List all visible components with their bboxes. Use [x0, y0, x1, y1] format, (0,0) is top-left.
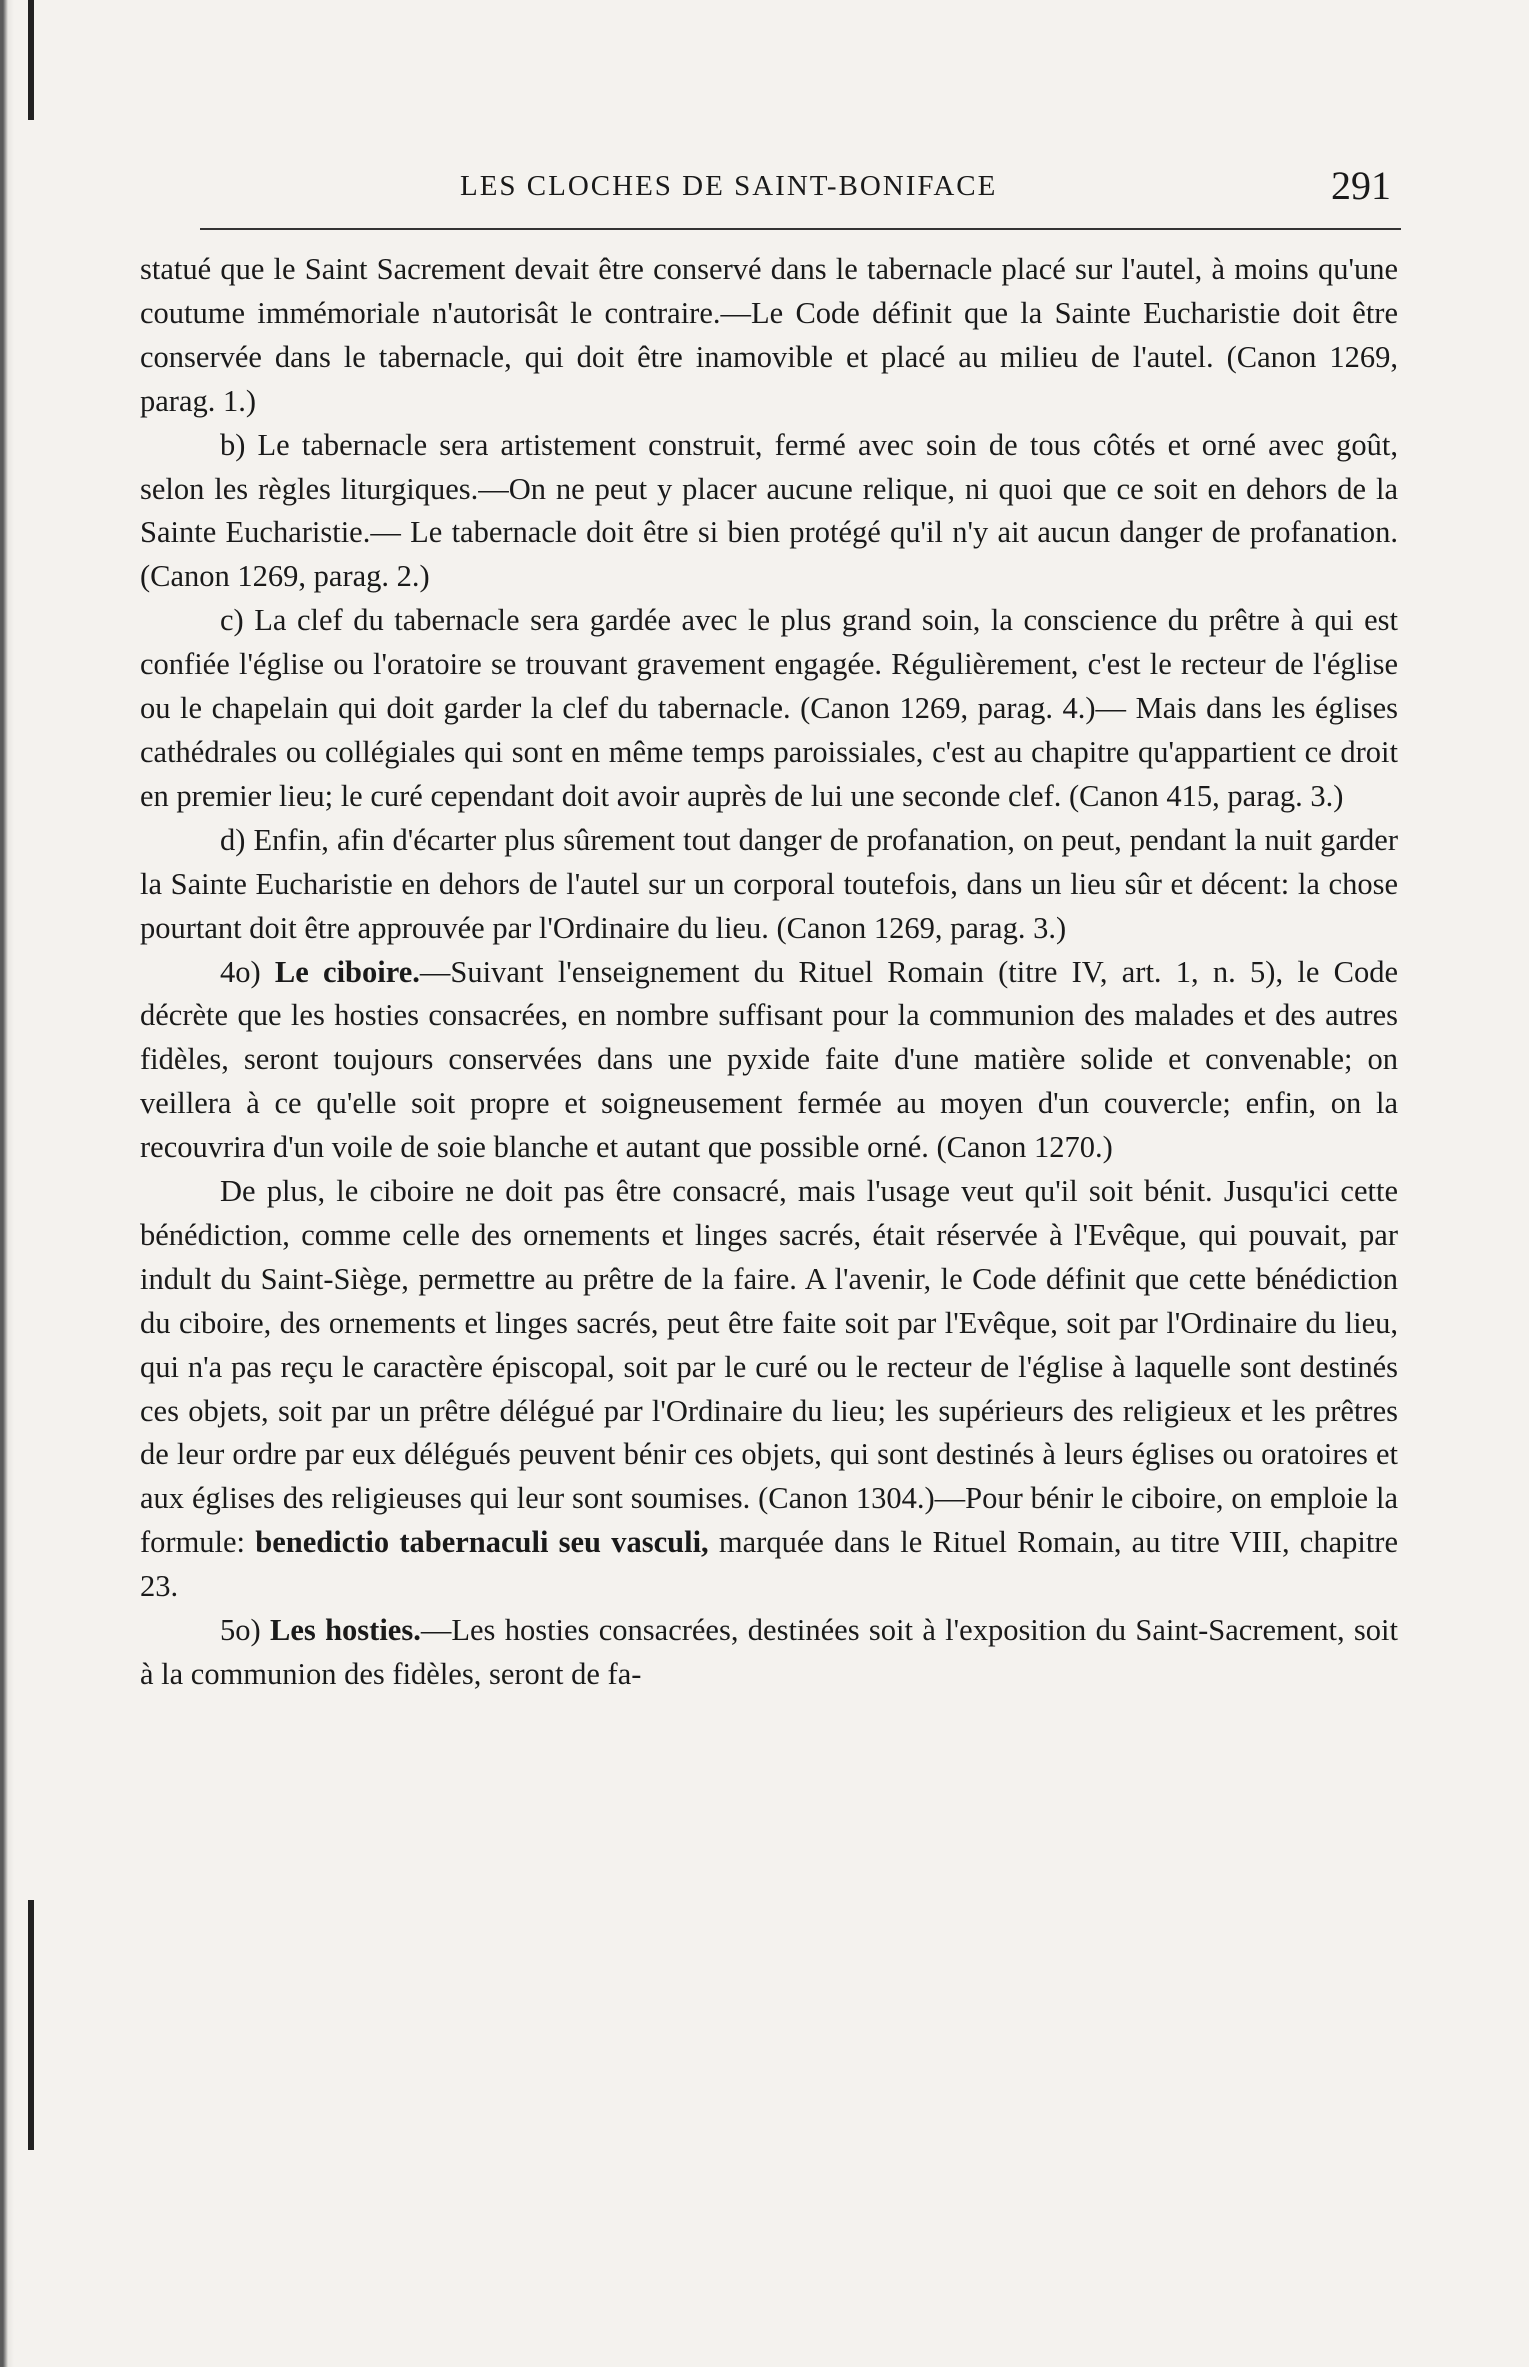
paragraph-text: —Suivant l'enseignement du Rituel Romain (titre IV, art. 1, n. 5), le Code décrète que les hosties consacrées, en nombre suffisant pour la communion des malades et des autres fidèles, seront toujours conservées dans une pyxide faite d'une matière solide et convenable; on veillera à ce qu'elle soit propre et soigneusement fermée au moyen d'un couvercle; enfin, on la recouvrira d'un voile de soie blanche et autant que possible orné. (Canon 1270.) — [140, 954, 1398, 1165]
paragraph-text: c) La clef du tabernacle sera gardée avec le plus grand soin, la conscience du prêtre à qui est confiée l'église ou l'oratoire se trouvant gravement engagée. Régulièrement, c'est le recteur de l'église ou le chapelain qui doit garder la clef du tabernacle. (Canon 1269, parag. 4.)— Mais dans les églises cathédrales ou collégiales qui sont en même temps paroissiales, c'est au chapitre qu'appartient ce droit en premier lieu; le curé cependant doit avoir auprès de lui une seconde clef. (Canon 415, parag. 3.) — [140, 603, 1398, 813]
running-title: LES CLOCHES DE SAINT-BONIFACE — [460, 170, 998, 202]
scan-edge-mark — [28, 0, 34, 120]
paragraph-text: d) Enfin, afin d'écarter plus sûrement tout danger de profanation, on peut, pendant la nuit garder la Sainte Eucharistie en dehors de l'autel sur un corporal toutefois, dans un lieu sûr et décent: la chose pourtant doit être approuvée par l'Ordinaire du lieu. (Canon 1269, parag. 3.) — [140, 822, 1398, 945]
liturgical-formula: benedictio tabernaculi seu vasculi, — [255, 1525, 709, 1560]
page-header — [120, 160, 1401, 212]
section-number: 4o) — [220, 954, 275, 989]
page-edge — [0, 0, 14, 2367]
page-number: 291 — [1331, 163, 1391, 208]
paragraph — [140, 248, 1398, 424]
paragraph-text: —Les hosties consacrées, destinées soit à l'exposition du Saint-Sacrement, soit à la communion des fidèles, seront de fa- — [140, 1613, 1398, 1691]
paragraph-text: b) Le tabernacle sera artistement construit, fermé avec soin de tous côtés et orné avec goût, selon les règles liturgiques.—On ne peut y placer aucune relique, ni quoi que ce soit en dehors de la Sainte Eucharistie.— Le tabernacle doit être si bien protégé qu'il n'y ait aucun danger de profanation. (Canon 1269, parag. 2.) — [140, 427, 1398, 594]
section-heading: Le ciboire. — [274, 954, 420, 989]
body-text — [140, 248, 1398, 1697]
paragraph — [140, 951, 1398, 1171]
paragraph-text: statué que le Saint Sacrement devait être conservé dans le tabernacle placé sur l'autel, à moins qu'une coutume immémoriale n'autorisât le contraire.—Le Code définit que la Sainte Eucharistie doit être conservée dans le tabernacle, qui doit être inamovible et placé au milieu de l'autel. (Canon 1269, parag. 1.) — [140, 252, 1398, 418]
header-rule — [200, 228, 1401, 230]
section-number: 5o) — [220, 1613, 270, 1648]
paragraph — [140, 819, 1398, 951]
paragraph-text: De plus, le ciboire ne doit pas être consacré, mais l'usage veut qu'il soit bénit. Jusqu'ici cette bénédiction, comme celle des ornements et linges sacrés, était réservée à l'Evêque, qui pouvait, par indult du Saint-Siège, permettre au prêtre de la faire. A l'avenir, le Code définit que cette bénédiction du ciboire, des ornements et linges sacrés, peut être faite soit par l'Evêque, soit par l'Ordinaire du lieu, qui n'a pas reçu le caractère épiscopal, soit par le curé ou le recteur de l'église à laquelle sont destinés ces objets, soit par un prêtre délégué par l'Ordinaire du lieu; les supérieurs des religieux et les prêtres de leur ordre par eux délégués peuvent bénir ces objets, qui sont destinés à leurs églises ou oratoires et aux églises des religieuses qui leur sont soumises. (Canon 1304.)—Pour bénir le ciboire, on emploie la formule: — [140, 1174, 1398, 1560]
paragraph-text: marquée dans le Rituel Romain, au titre VIII, chapitre 23. — [140, 1525, 1399, 1604]
section-heading: Les hosties. — [270, 1613, 421, 1648]
paragraph — [140, 599, 1398, 819]
paragraph — [140, 1170, 1398, 1609]
paragraph — [140, 1609, 1398, 1697]
scan-edge-mark — [28, 1900, 34, 2150]
paragraph — [140, 424, 1398, 600]
